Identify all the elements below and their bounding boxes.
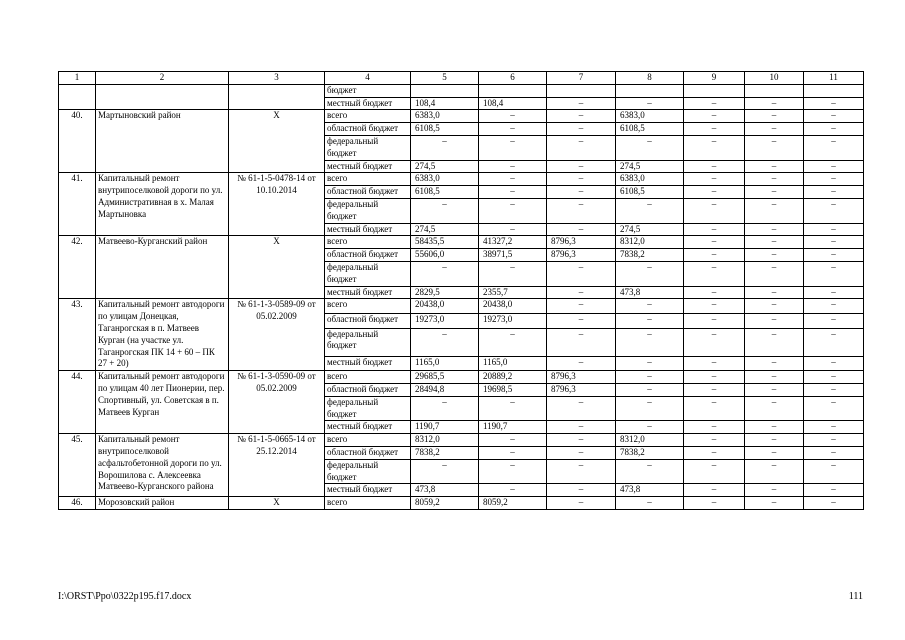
value-cell: – [804, 261, 864, 286]
table-row [59, 299, 864, 314]
value-cell: 1165,0 [479, 356, 547, 371]
value-cell: – [804, 459, 864, 484]
value-cell: – [479, 484, 547, 497]
value-cell: – [547, 446, 616, 459]
value-cell [804, 84, 864, 97]
value-cell: – [745, 261, 804, 286]
document-cell: Х [229, 236, 325, 299]
value-cell: – [616, 135, 684, 160]
value-cell: – [745, 328, 804, 356]
value-cell: – [479, 173, 547, 186]
value-cell: – [804, 313, 864, 328]
value-cell: – [616, 396, 684, 421]
value-cell: – [804, 173, 864, 186]
value-cell: – [616, 328, 684, 356]
value-cell: 8312,0 [616, 434, 684, 447]
value-cell: – [547, 198, 616, 223]
object-name-cell: Капитальный ремонт автодороги по улицам 40 лет Пионерии, пер. Спортивный, ул. Советская в п. Матвеев Курган [96, 371, 229, 434]
value-cell: 38971,5 [479, 249, 547, 262]
value-cell: – [479, 223, 547, 236]
object-name-cell: Капитальный ремонт внутрипоселковой асфальтобетонной дороги по ул. Ворошилова с. Алексеевка Матвеево-Курганского района [96, 434, 229, 497]
value-cell: – [684, 110, 745, 123]
value-cell: – [745, 383, 804, 396]
value-cell [745, 84, 804, 97]
value-cell: – [411, 396, 479, 421]
value-cell: – [684, 396, 745, 421]
value-cell: – [411, 459, 479, 484]
column-header: 7 [547, 72, 616, 85]
column-header: 10 [745, 72, 804, 85]
funding-source-cell: федеральный бюджет [325, 459, 411, 484]
value-cell: – [745, 173, 804, 186]
table-row [59, 173, 864, 186]
value-cell: – [479, 160, 547, 173]
value-cell: – [804, 110, 864, 123]
value-cell: 274,5 [411, 223, 479, 236]
table-row [59, 84, 864, 97]
value-cell: – [616, 313, 684, 328]
funding-source-cell: всего [325, 371, 411, 384]
value-cell: – [684, 123, 745, 136]
value-cell: – [745, 186, 804, 199]
value-cell: 20889,2 [479, 371, 547, 384]
value-cell [547, 84, 616, 97]
value-cell: 6383,0 [411, 110, 479, 123]
value-cell: – [745, 286, 804, 299]
document-cell: № 61-1-5-0665-14 от 25.12.2014 [229, 434, 325, 497]
value-cell: – [684, 446, 745, 459]
value-cell: – [616, 421, 684, 434]
value-cell: 20438,0 [479, 299, 547, 314]
table-row [59, 371, 864, 384]
value-cell: – [745, 223, 804, 236]
funding-source-cell: федеральный бюджет [325, 396, 411, 421]
value-cell: 473,8 [411, 484, 479, 497]
value-cell: – [547, 186, 616, 199]
value-cell: – [804, 299, 864, 314]
funding-source-cell: областной бюджет [325, 383, 411, 396]
column-header: 4 [325, 72, 411, 85]
value-cell: 58435,5 [411, 236, 479, 249]
value-cell: – [745, 97, 804, 110]
value-cell: – [684, 286, 745, 299]
value-cell: – [479, 110, 547, 123]
document-cell: № 61-1-5-0478-14 от 10.10.2014 [229, 173, 325, 236]
value-cell: – [479, 328, 547, 356]
value-cell: 8059,2 [411, 497, 479, 510]
value-cell: – [684, 434, 745, 447]
value-cell: – [804, 434, 864, 447]
value-cell: – [547, 497, 616, 510]
value-cell: – [745, 236, 804, 249]
value-cell: – [804, 328, 864, 356]
value-cell: 8059,2 [479, 497, 547, 510]
value-cell: – [804, 421, 864, 434]
object-name-cell [96, 84, 229, 110]
value-cell: – [547, 223, 616, 236]
row-number-cell: 45. [59, 434, 96, 497]
table-header-row [59, 72, 864, 85]
value-cell: – [547, 328, 616, 356]
funding-source-cell: областной бюджет [325, 186, 411, 199]
value-cell: – [479, 186, 547, 199]
value-cell: – [684, 173, 745, 186]
funding-source-cell: местный бюджет [325, 160, 411, 173]
value-cell: – [616, 198, 684, 223]
value-cell: – [547, 160, 616, 173]
value-cell: 28494,8 [411, 383, 479, 396]
funding-source-cell: всего [325, 497, 411, 510]
value-cell: – [684, 160, 745, 173]
funding-source-cell: областной бюджет [325, 446, 411, 459]
value-cell: – [616, 383, 684, 396]
value-cell: – [684, 223, 745, 236]
value-cell: – [745, 446, 804, 459]
table-row [59, 236, 864, 249]
funding-source-cell: всего [325, 173, 411, 186]
value-cell: – [547, 421, 616, 434]
value-cell [616, 84, 684, 97]
value-cell: – [479, 396, 547, 421]
value-cell: – [547, 396, 616, 421]
value-cell: – [804, 249, 864, 262]
object-name-cell: Мартыновский район [96, 110, 229, 173]
value-cell: – [684, 236, 745, 249]
value-cell: – [479, 135, 547, 160]
value-cell: – [745, 135, 804, 160]
value-cell: – [479, 459, 547, 484]
column-header: 5 [411, 72, 479, 85]
value-cell: 8796,3 [547, 371, 616, 384]
value-cell: – [616, 299, 684, 314]
value-cell: 1190,7 [479, 421, 547, 434]
value-cell [479, 84, 547, 97]
value-cell: 7838,2 [616, 446, 684, 459]
value-cell: 108,4 [411, 97, 479, 110]
value-cell: – [616, 356, 684, 371]
funding-source-cell: областной бюджет [325, 249, 411, 262]
funding-source-cell: всего [325, 434, 411, 447]
value-cell: – [547, 135, 616, 160]
value-cell: 6108,5 [411, 186, 479, 199]
value-cell: – [745, 249, 804, 262]
row-number-cell: 42. [59, 236, 96, 299]
funding-source-cell: местный бюджет [325, 421, 411, 434]
column-header: 2 [96, 72, 229, 85]
value-cell: – [745, 421, 804, 434]
value-cell: – [745, 459, 804, 484]
table-row [59, 497, 864, 510]
value-cell: – [684, 198, 745, 223]
funding-source-cell: федеральный бюджет [325, 328, 411, 356]
value-cell: – [547, 484, 616, 497]
value-cell: 108,4 [479, 97, 547, 110]
value-cell: – [804, 484, 864, 497]
value-cell: – [479, 446, 547, 459]
value-cell: – [804, 236, 864, 249]
table-row [59, 110, 864, 123]
funding-source-cell: федеральный бюджет [325, 198, 411, 223]
value-cell: – [547, 97, 616, 110]
value-cell: – [684, 313, 745, 328]
budget-table [58, 71, 864, 510]
value-cell: 6108,5 [616, 123, 684, 136]
value-cell: 7838,2 [616, 249, 684, 262]
value-cell: – [684, 459, 745, 484]
value-cell: 6383,0 [411, 173, 479, 186]
row-number-cell: 44. [59, 371, 96, 434]
value-cell: – [745, 110, 804, 123]
value-cell: 274,5 [616, 223, 684, 236]
value-cell: 41327,2 [479, 236, 547, 249]
funding-source-cell: местный бюджет [325, 356, 411, 371]
value-cell: 6108,5 [411, 123, 479, 136]
value-cell: – [411, 135, 479, 160]
value-cell: – [684, 135, 745, 160]
value-cell: – [804, 160, 864, 173]
document-cell: Х [229, 497, 325, 510]
value-cell [411, 84, 479, 97]
value-cell: 19698,5 [479, 383, 547, 396]
column-header: 11 [804, 72, 864, 85]
value-cell: – [684, 421, 745, 434]
column-header: 3 [229, 72, 325, 85]
value-cell: – [684, 249, 745, 262]
funding-source-cell: местный бюджет [325, 97, 411, 110]
object-name-cell: Морозовский район [96, 497, 229, 510]
value-cell: – [479, 123, 547, 136]
value-cell: – [745, 160, 804, 173]
value-cell: – [411, 261, 479, 286]
value-cell: – [745, 123, 804, 136]
document-cell: № 61-1-3-0589-09 от 05.02.2009 [229, 299, 325, 371]
value-cell: 8312,0 [616, 236, 684, 249]
row-number-cell: 46. [59, 497, 96, 510]
value-cell: – [804, 371, 864, 384]
value-cell: – [616, 371, 684, 384]
value-cell: – [684, 371, 745, 384]
value-cell: – [804, 396, 864, 421]
value-cell: – [804, 446, 864, 459]
value-cell: – [745, 313, 804, 328]
funding-source-cell: всего [325, 110, 411, 123]
value-cell: – [804, 356, 864, 371]
value-cell: – [616, 261, 684, 286]
value-cell: 19273,0 [411, 313, 479, 328]
value-cell: 473,8 [616, 286, 684, 299]
value-cell: – [547, 123, 616, 136]
document-cell: № 61-1-3-0590-09 от 05.02.2009 [229, 371, 325, 434]
value-cell: – [745, 484, 804, 497]
value-cell: – [547, 356, 616, 371]
value-cell: – [745, 198, 804, 223]
value-cell: – [745, 497, 804, 510]
value-cell: – [547, 261, 616, 286]
value-cell: – [684, 484, 745, 497]
value-cell: 8796,3 [547, 249, 616, 262]
document-cell [229, 84, 325, 110]
value-cell: – [479, 261, 547, 286]
value-cell: – [684, 383, 745, 396]
value-cell: 19273,0 [479, 313, 547, 328]
column-header: 1 [59, 72, 96, 85]
value-cell: 274,5 [411, 160, 479, 173]
value-cell: – [479, 434, 547, 447]
value-cell: 274,5 [616, 160, 684, 173]
value-cell: – [547, 459, 616, 484]
value-cell: – [479, 198, 547, 223]
value-cell: – [804, 135, 864, 160]
value-cell: 20438,0 [411, 299, 479, 314]
value-cell: 8796,3 [547, 236, 616, 249]
value-cell: – [547, 313, 616, 328]
value-cell: – [684, 497, 745, 510]
value-cell: 55606,0 [411, 249, 479, 262]
value-cell: – [684, 97, 745, 110]
value-cell: – [411, 328, 479, 356]
value-cell: – [411, 198, 479, 223]
value-cell: – [804, 497, 864, 510]
value-cell: 6383,0 [616, 110, 684, 123]
value-cell: – [745, 299, 804, 314]
value-cell: – [745, 396, 804, 421]
object-name-cell: Капитальный ремонт автодороги по улицам Донецкая, Таганрогская в п. Матвеев Курган (на участке ул. Таганрогская ПК 14 + 60 – ПК 27 + 20) [96, 299, 229, 371]
column-header: 6 [479, 72, 547, 85]
value-cell: – [804, 97, 864, 110]
column-header: 9 [684, 72, 745, 85]
value-cell: – [804, 383, 864, 396]
value-cell: 1190,7 [411, 421, 479, 434]
funding-source-cell: всего [325, 236, 411, 249]
value-cell: – [547, 434, 616, 447]
value-cell: – [804, 123, 864, 136]
table-row [59, 434, 864, 447]
value-cell: – [684, 186, 745, 199]
value-cell: 2829,5 [411, 286, 479, 299]
row-number-cell: 40. [59, 110, 96, 173]
funding-source-cell: всего [325, 299, 411, 314]
page-number: 111 [848, 591, 863, 602]
value-cell: – [684, 328, 745, 356]
funding-source-cell: областной бюджет [325, 313, 411, 328]
funding-source-cell: местный бюджет [325, 286, 411, 299]
value-cell: – [547, 110, 616, 123]
value-cell: – [616, 459, 684, 484]
value-cell: – [804, 186, 864, 199]
value-cell: – [804, 286, 864, 299]
object-name-cell: Матвеево-Курганский район [96, 236, 229, 299]
document-cell: Х [229, 110, 325, 173]
value-cell: 2355,7 [479, 286, 547, 299]
value-cell: – [616, 97, 684, 110]
footer-file-path: I:\ORST\Ppo\0322p195.f17.docx [58, 591, 192, 602]
value-cell: 473,8 [616, 484, 684, 497]
value-cell: 6108,5 [616, 186, 684, 199]
value-cell: 7838,2 [411, 446, 479, 459]
funding-source-cell: федеральный бюджет [325, 135, 411, 160]
value-cell: 29685,5 [411, 371, 479, 384]
value-cell: 1165,0 [411, 356, 479, 371]
value-cell: – [804, 198, 864, 223]
column-header: 8 [616, 72, 684, 85]
value-cell [684, 84, 745, 97]
value-cell: – [547, 286, 616, 299]
object-name-cell: Капитальный ремонт внутрипоселковой дороги по ул. Административная в х. Малая Мартыновка [96, 173, 229, 236]
value-cell: – [547, 173, 616, 186]
value-cell: – [547, 299, 616, 314]
value-cell: – [745, 434, 804, 447]
funding-source-cell: федеральный бюджет [325, 261, 411, 286]
budget-table-container [58, 71, 863, 510]
value-cell: – [804, 223, 864, 236]
value-cell: 8796,3 [547, 383, 616, 396]
value-cell: – [745, 356, 804, 371]
value-cell: 8312,0 [411, 434, 479, 447]
value-cell: 6383,0 [616, 173, 684, 186]
value-cell: – [616, 497, 684, 510]
value-cell: – [745, 371, 804, 384]
row-number-cell [59, 84, 96, 110]
funding-source-cell: областной бюджет [325, 123, 411, 136]
funding-source-cell: местный бюджет [325, 484, 411, 497]
value-cell: – [684, 356, 745, 371]
funding-source-cell: местный бюджет [325, 223, 411, 236]
value-cell: – [684, 299, 745, 314]
value-cell: – [684, 261, 745, 286]
row-number-cell: 41. [59, 173, 96, 236]
funding-source-cell: бюджет [325, 84, 411, 97]
row-number-cell: 43. [59, 299, 96, 371]
